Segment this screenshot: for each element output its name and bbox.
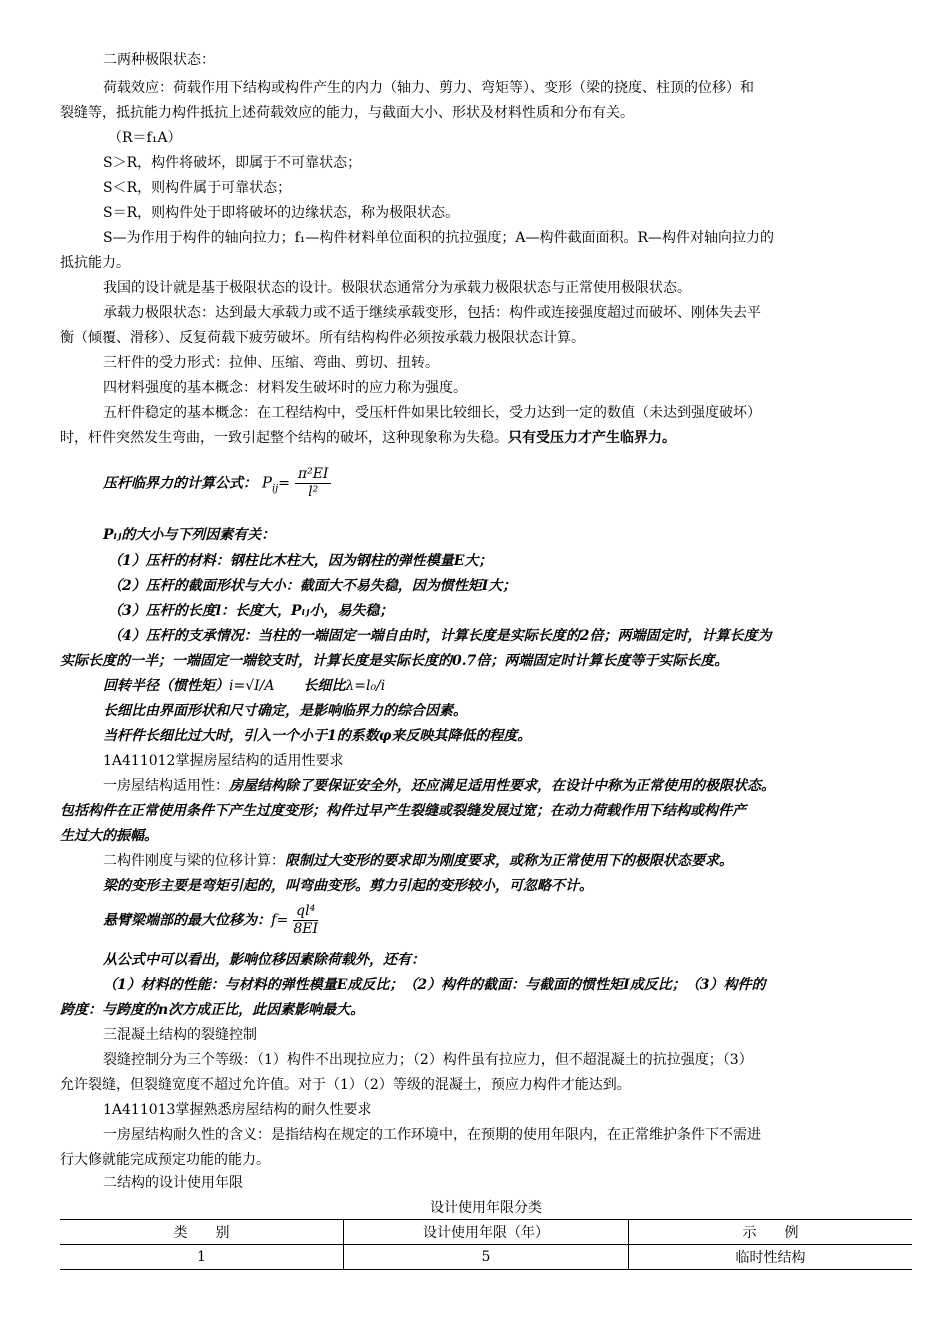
factor-section: （2）压杆的截面形状与大小：截面大不易失稳，因为惯性矩I大；: [108, 578, 517, 594]
condition-s-eq-r: S＝R，则构件处于即将破坏的边缘状态，称为极限状态。: [103, 205, 460, 221]
table-caption: 设计使用年限分类: [430, 1200, 542, 1216]
formula-cantilever-fraction: [293, 903, 318, 938]
section-1a411012: 1A411012掌握房屋结构的适用性要求: [103, 753, 344, 769]
serviceability-cont2: 生过大的振幅。: [60, 828, 158, 844]
table-row: [60, 1245, 912, 1270]
table-cell-example: 临时性结构: [629, 1245, 913, 1270]
stiffness-label: 二构件刚度与梁的位移计算：: [103, 853, 285, 869]
serviceability-cont: 包括构件在正常使用条件下产生过度变形；构件过早产生裂缝或裂缝发展过宽；在动力荷载作用下结构或构件产: [60, 803, 746, 819]
serviceability-emphasis: 房屋结构除了要保证安全外，还应满足适用性要求，在设计中称为正常使用的极限状态。: [229, 778, 775, 794]
heading-force-forms: 三杆件的受力形式：拉伸、压缩、弯曲、剪切、扭转。: [103, 355, 439, 371]
radius-of-gyration: [103, 678, 910, 694]
table-cell-years: 5: [344, 1245, 629, 1270]
factor-support-cont: 实际长度的一半；一端固定一端铰支时，计算长度是实际长度的0.7倍；两端固定时计算长度等于实际长度。: [60, 653, 729, 669]
fraction-numerator: ql⁴: [293, 903, 318, 921]
paragraph-serviceability: [103, 778, 910, 794]
serviceability-label: 一房屋结构适用性：: [103, 778, 229, 794]
definition-symbols: S—为作用于构件的轴向拉力；f₁—构件材料单位面积的抗拉强度；A—构件截面面积。R—构件对轴向拉力的: [103, 230, 775, 246]
paragraph-stability-cont: [60, 430, 910, 446]
factor-material: （1）压杆的材料：钢柱比木柱大，因为钢柱的弹性模量E大；: [108, 553, 493, 569]
slenderness-formula: λ=l₀/i: [345, 678, 386, 694]
heading-strength: 四材料强度的基本概念：材料发生破坏时的应力称为强度。: [103, 380, 467, 396]
stability-emphasis: 只有受压力才产生临界力。: [508, 430, 676, 446]
fraction-denominator: l²: [308, 484, 319, 500]
paragraph-durability-cont: 行大修就能完成预定功能的能力。: [60, 1152, 270, 1168]
formula-critical-force-fraction: [295, 466, 332, 501]
paragraph-load-effect-cont: 裂缝等，抵抗能力构件抵抗上述荷载效应的能力，与截面大小、形状及材料性质和分布有关。: [60, 105, 634, 121]
displacement-factors-heading: 从公式中可以看出，影响位移因素除荷载外，还有：: [103, 952, 425, 968]
paragraph-crack-control-cont: 允许裂缝，但裂缝宽度不超过允许值。对于（1）（2）等级的混凝土，预应力构件才能达到。: [60, 1077, 631, 1093]
slenderness-note: 长细比由界面形状和尺寸确定，是影响临界力的综合因素。: [103, 703, 467, 719]
paragraph-stability: 五杆件稳定的基本概念：在工程结构中，受压杆件如果比较细长，受力达到一定的数值（未达到强度破坏）: [103, 405, 761, 421]
formula-r: （R＝f₁A）: [108, 130, 182, 146]
formula-cantilever-label: 悬臂梁端部的最大位移为：: [103, 912, 271, 929]
table-header-category: 类 别: [173, 1225, 230, 1241]
displacement-factors: （1）材料的性能：与材料的弹性模量E成反比；（2）构件的截面：与截面的惯性矩I成反比；（3）构件的: [103, 977, 766, 993]
definition-symbols-cont: 抵抗能力。: [60, 255, 130, 271]
paragraph-crack-control: 裂缝控制分为三个等级：（1）构件不出现拉应力；（2）构件虽有拉应力，但不超混凝土的抗拉强度；（3）: [103, 1052, 753, 1068]
stability-text: 时，杆件突然发生弯曲，一致引起整个结构的破坏，这种现象称为失稳。: [60, 430, 508, 446]
formula-critical-force: [103, 466, 331, 501]
paragraph-durability: 一房屋结构耐久性的含义：是指结构在规定的工作环境中，在预期的使用年限内，在正常维护条件下不需进: [103, 1127, 761, 1143]
fraction-denominator: 8EI: [293, 921, 319, 937]
formula-critical-force-lhs: P: [261, 473, 272, 492]
table-header-example: 示 例: [629, 1220, 913, 1245]
paragraph-ultimate-limit-cont: 衡（倾覆、滑移）、反复荷载下疲劳破坏。所有结构构件必须按承载力极限状态计算。: [60, 330, 585, 346]
formula-cantilever: [103, 903, 318, 938]
bending-note: 梁的变形主要是弯矩引起的，叫弯曲变形。剪力引起的变形较小，可忽略不计。: [103, 878, 593, 894]
formula-critical-force-label: 压杆临界力的计算公式：: [103, 475, 257, 492]
service-life-table: [60, 1219, 912, 1270]
section-1a411013: 1A411013掌握熟悉房屋结构的耐久性要求: [103, 1102, 372, 1118]
formula-critical-force-eq: =: [278, 475, 291, 492]
condition-s-lt-r: S＜R，则构件属于可靠状态；: [103, 180, 292, 196]
displacement-factors-cont: 跨度：与跨度的n次方成正比，此因素影响最大。: [60, 1002, 365, 1018]
phi-note: 当杆件长细比过大时，引入一个小于1的系数φ来反映其降低的程度。: [103, 728, 532, 744]
factor-length: （3）压杆的长度l：长度大，Pᵢⱼ小，易失稳；: [108, 603, 394, 619]
paragraph-load-effect: 荷载效应：荷载作用下结构或构件产生的内力（轴力、剪力、弯矩等）、变形（梁的挠度、柱顶的位移）和: [103, 80, 754, 96]
table-header-years: 设计使用年限（年）: [344, 1220, 629, 1245]
stiffness-emphasis: 限制过大变形的要求即为刚度要求，或称为正常使用下的极限状态要求。: [285, 853, 733, 869]
factor-support: （4）压杆的支承情况：当柱的一端固定一端自由时，计算长度是实际长度的2倍；两端固定时，计算长度为: [108, 628, 772, 644]
radius-label: 回转半径（惯性矩）: [103, 678, 229, 694]
formula-critical-force-sub: ij: [271, 483, 279, 495]
condition-s-gt-r: S＞R，构件将破坏，即属于不可靠状态；: [103, 155, 362, 171]
slenderness-label: 长细比: [303, 678, 346, 694]
paragraph-ultimate-limit: 承载力极限状态：达到最大承载力或不适于继续承载变形，包括：构件或连接强度超过而破坏、刚体失去平: [103, 305, 761, 321]
heading-crack-control: 三混凝土结构的裂缝控制: [103, 1027, 257, 1043]
critical-factors-heading: Pᵢⱼ的大小与下列因素有关：: [103, 527, 276, 543]
paragraph-design-basis: 我国的设计就是基于极限状态的设计。极限状态通常分为承载力极限状态与正常使用极限状态。: [103, 280, 691, 296]
paragraph-stiffness: [103, 853, 910, 869]
heading-two-limit-states: 二两种极限状态：: [103, 52, 215, 68]
table-cell-category: 1: [197, 1249, 206, 1265]
heading-service-life: 二结构的设计使用年限: [103, 1175, 243, 1191]
formula-cantilever-lhs: f: [271, 910, 277, 929]
table-header-row: [60, 1220, 912, 1245]
fraction-numerator: π²EI: [295, 466, 332, 484]
radius-formula: i=√I/A: [229, 678, 275, 694]
formula-cantilever-eq: =: [276, 912, 289, 929]
